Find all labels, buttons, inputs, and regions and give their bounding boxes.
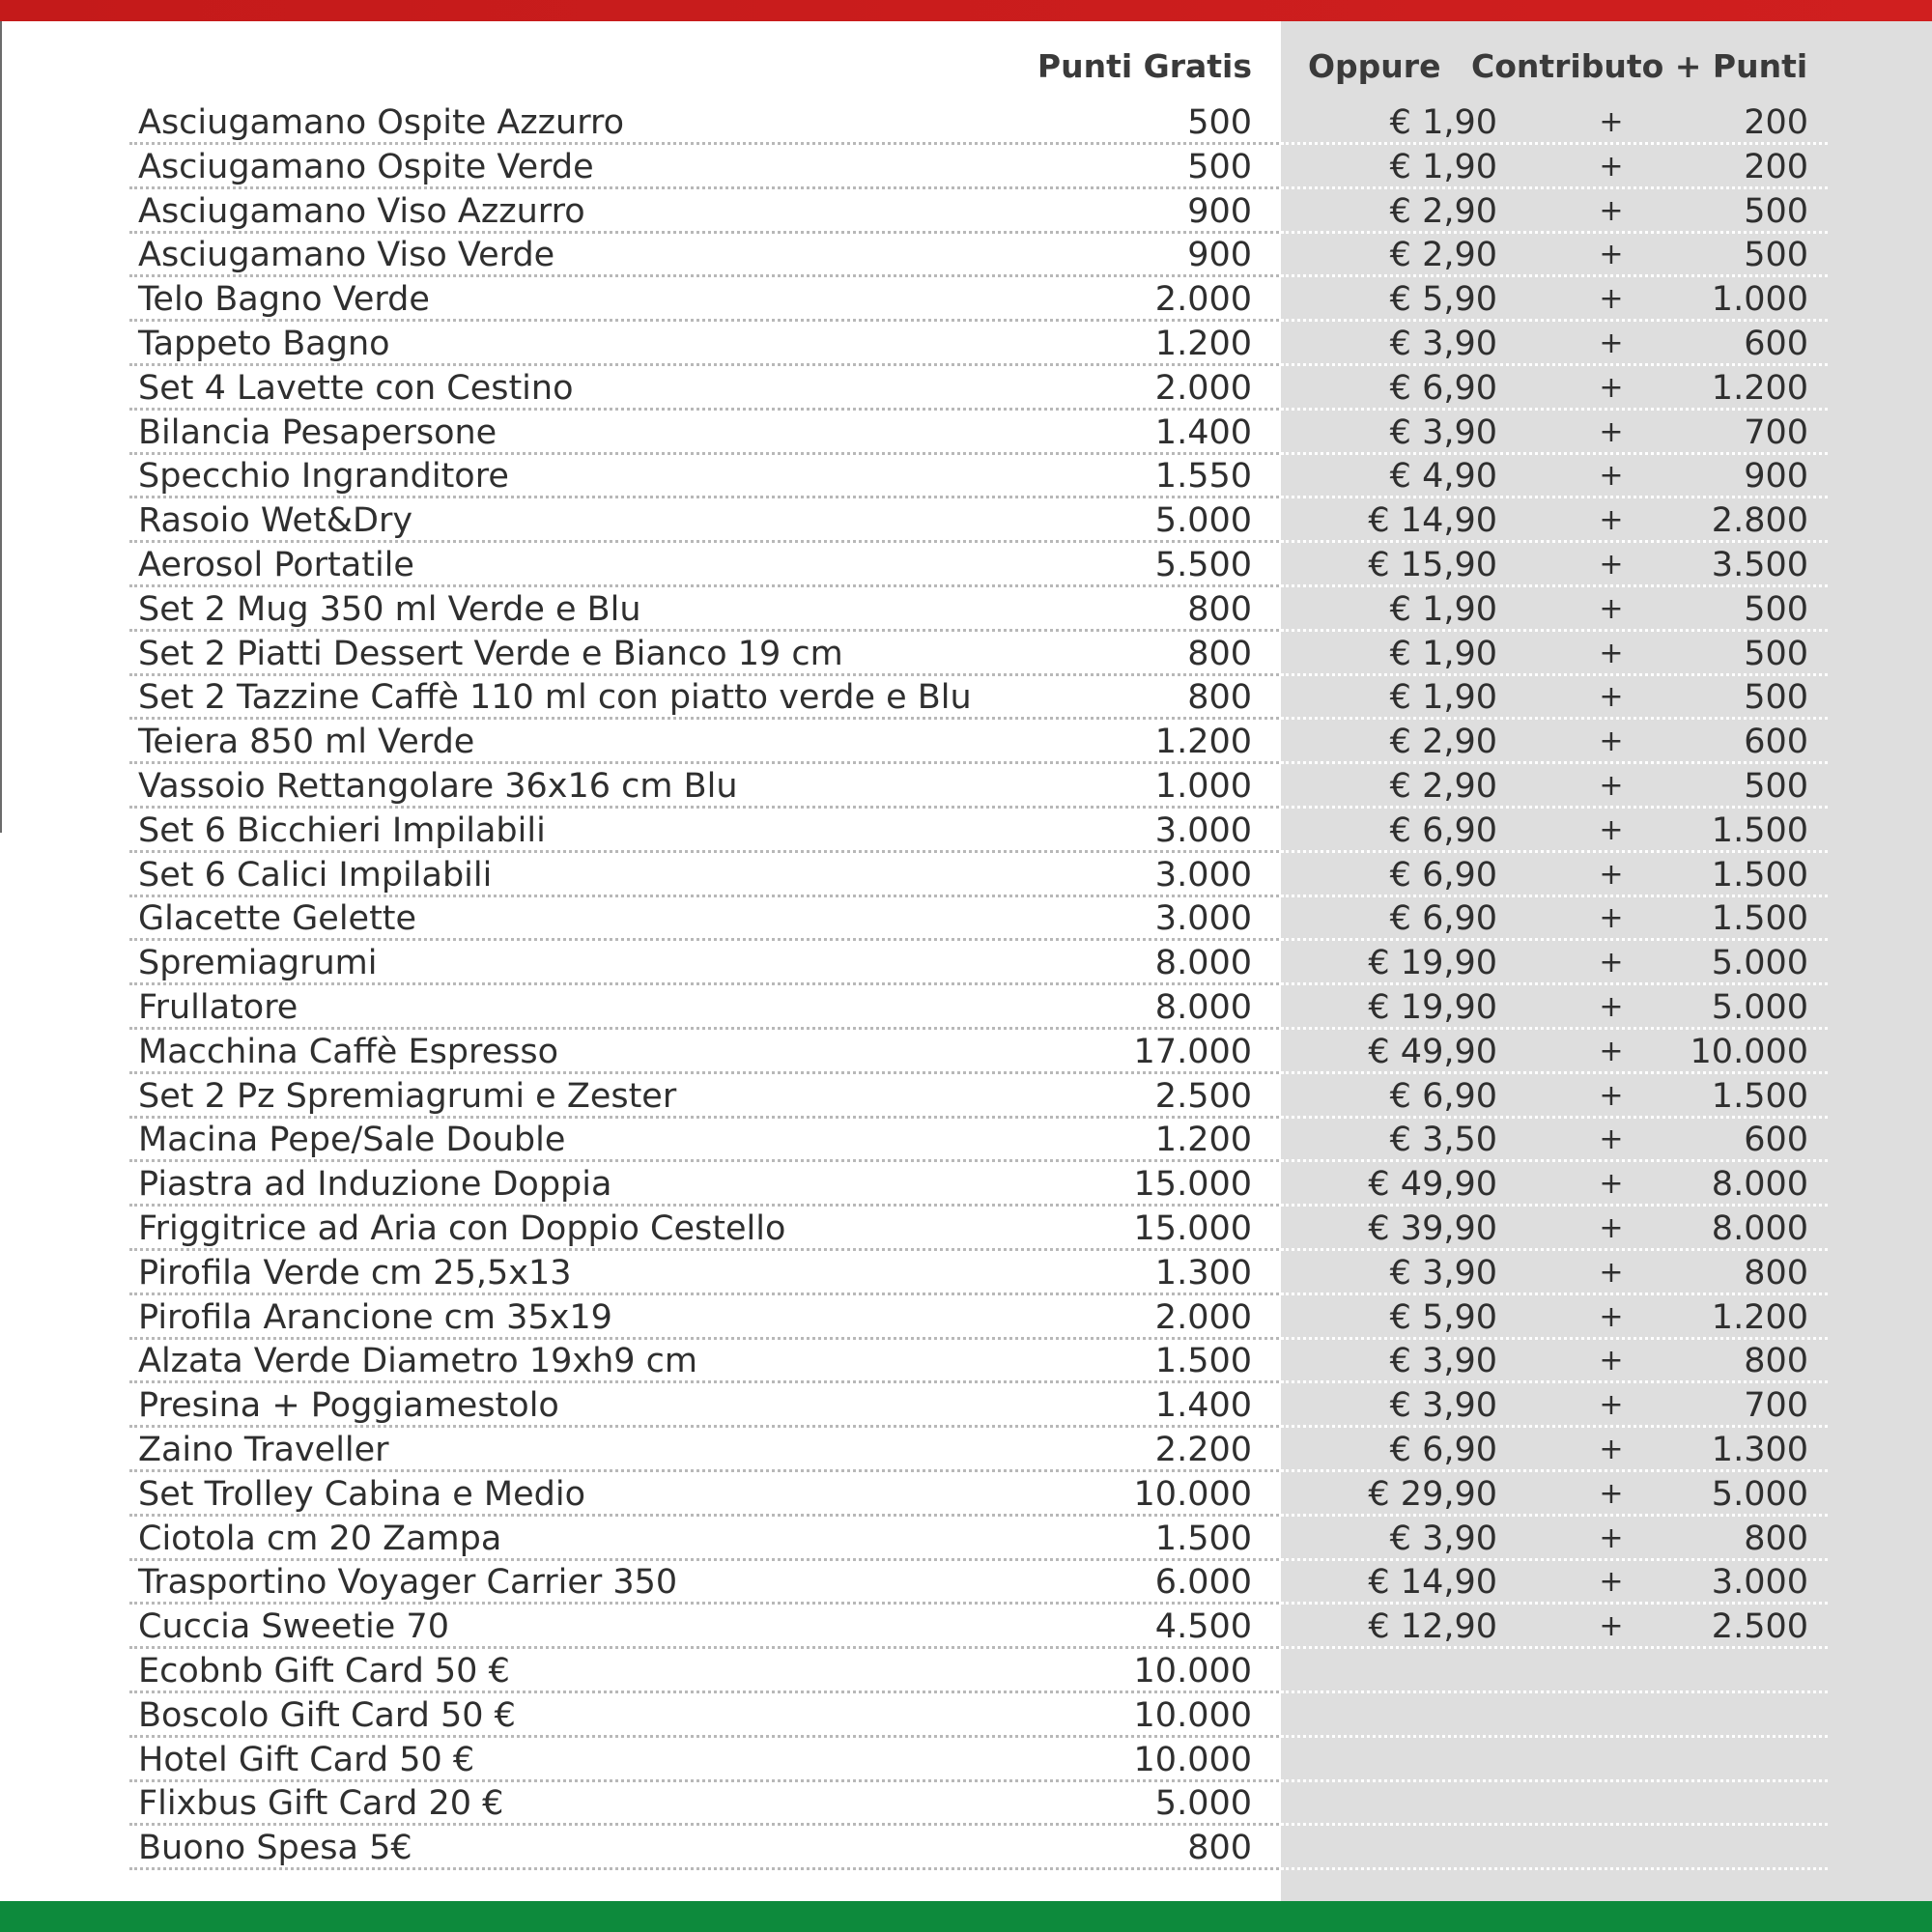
- item-contributo: € 3,90: [1389, 412, 1497, 452]
- item-punti-extra: 800: [1744, 1519, 1808, 1558]
- item-punti-gratis: 800: [1187, 634, 1252, 673]
- plus-sign: +: [1599, 1122, 1624, 1157]
- item-punti-gratis: 1.400: [1154, 1386, 1252, 1426]
- item-contributo: € 2,90: [1389, 723, 1497, 762]
- plus-sign: +: [1599, 1299, 1624, 1334]
- plus-sign: +: [1599, 414, 1624, 449]
- table-row: [0, 322, 1932, 366]
- item-contributo: € 2,90: [1389, 236, 1497, 275]
- item-name: Ecobnb Gift Card 50 €: [138, 1652, 510, 1690]
- plus-sign: +: [1599, 149, 1624, 184]
- item-name: Frullatore: [138, 988, 298, 1027]
- plus-sign: +: [1599, 1344, 1624, 1378]
- item-punti-extra: [1642, 1738, 1808, 1782]
- item-contributo: € 6,90: [1389, 368, 1497, 408]
- table-row: [0, 233, 1932, 277]
- plus-sign: +: [1599, 459, 1624, 494]
- item-punti-gratis: 1.400: [1154, 412, 1252, 452]
- plus-sign: +: [1599, 1520, 1624, 1555]
- plus-sign: +: [1599, 1167, 1624, 1202]
- table-row: [0, 1738, 1932, 1782]
- item-punti-extra: 900: [1744, 457, 1808, 497]
- item-name: Set 2 Pz Spremiagrumi e Zester: [138, 1076, 677, 1116]
- item-name: Pirofila Arancione cm 35x19: [138, 1297, 612, 1337]
- item-contributo: € 2,90: [1389, 191, 1497, 231]
- item-contributo: [1314, 1649, 1497, 1693]
- table-row: [0, 1649, 1932, 1693]
- plus-sign: +: [1599, 370, 1624, 405]
- item-punti-extra: 5.000: [1711, 988, 1808, 1027]
- table-row: [0, 1030, 1932, 1074]
- table-row: [0, 1693, 1932, 1738]
- plus-sign: +: [1599, 282, 1624, 317]
- item-punti-extra: 800: [1744, 1342, 1808, 1381]
- plus-sign: +: [1599, 1609, 1624, 1644]
- item-punti-gratis: 1.500: [1154, 1342, 1252, 1381]
- item-punti-gratis: 10.000: [1133, 1695, 1252, 1735]
- table-row: [0, 1118, 1932, 1162]
- plus-sign: +: [1599, 1034, 1624, 1068]
- item-punti-gratis: 10.000: [1133, 1474, 1252, 1514]
- item-punti-gratis: 800: [1187, 678, 1252, 718]
- item-contributo: € 14,90: [1368, 501, 1497, 541]
- item-name: Vassoio Rettangolare 36x16 cm Blu: [138, 767, 738, 806]
- item-contributo: € 2,90: [1389, 767, 1497, 806]
- item-name: Rasoio Wet&Dry: [138, 501, 413, 541]
- item-contributo: € 6,90: [1389, 1076, 1497, 1116]
- item-punti-gratis: 1.300: [1154, 1253, 1252, 1293]
- item-name: Set 6 Bicchieri Impilabili: [138, 810, 546, 850]
- plus-sign: +: [1599, 1565, 1624, 1600]
- item-name: Teiera 850 ml Verde: [138, 723, 475, 762]
- item-name: Asciugamano Viso Verde: [138, 236, 555, 275]
- table-row: [0, 1074, 1932, 1119]
- header-punti-gratis: Punti Gratis: [1037, 47, 1252, 85]
- item-name: Zaino Traveller: [138, 1431, 389, 1469]
- item-punti-extra: 1.500: [1711, 1076, 1808, 1116]
- item-punti-extra: 500: [1744, 678, 1808, 718]
- item-name: Glacette Gelette: [138, 899, 417, 939]
- plus-sign: +: [1599, 636, 1624, 670]
- item-contributo: € 3,90: [1389, 1342, 1497, 1381]
- plus-sign: +: [1599, 193, 1624, 228]
- table-row: [0, 1162, 1932, 1207]
- item-name: Buono Spesa 5€: [138, 1829, 412, 1868]
- item-contributo: € 6,90: [1389, 810, 1497, 850]
- item-name: Macchina Caffè Espresso: [138, 1032, 559, 1071]
- plus-sign: +: [1599, 901, 1624, 936]
- item-punti-extra: 8.000: [1711, 1209, 1808, 1248]
- table-row: [0, 454, 1932, 498]
- plus-sign: +: [1599, 680, 1624, 715]
- table-row: [0, 764, 1932, 809]
- table-row: [0, 411, 1932, 455]
- item-punti-extra: 2.800: [1711, 501, 1808, 541]
- table-row: [0, 1295, 1932, 1340]
- top-red-band: [0, 0, 1932, 21]
- item-name: Specchio Ingranditore: [138, 457, 509, 497]
- item-punti-extra: [1642, 1693, 1808, 1738]
- item-punti-extra: [1642, 1649, 1808, 1693]
- item-name: Bilancia Pesapersone: [138, 412, 497, 452]
- item-contributo: € 39,90: [1368, 1209, 1497, 1248]
- item-punti-gratis: 5.500: [1154, 546, 1252, 584]
- item-name: Tappeto Bagno: [138, 325, 390, 363]
- item-punti-gratis: 800: [1187, 589, 1252, 629]
- table-row: [0, 1339, 1932, 1383]
- item-punti-extra: 600: [1744, 1121, 1808, 1160]
- table-row: [0, 1517, 1932, 1561]
- item-contributo: [1314, 1738, 1497, 1782]
- item-name: Set 4 Lavette con Cestino: [138, 368, 574, 408]
- item-punti-gratis: 4.500: [1154, 1607, 1252, 1647]
- item-contributo: € 29,90: [1368, 1474, 1497, 1514]
- item-name: Hotel Gift Card 50 €: [138, 1740, 475, 1779]
- item-contributo: [1314, 1826, 1497, 1870]
- plus-sign: +: [1599, 105, 1624, 139]
- table-row: [0, 1383, 1932, 1428]
- item-punti-extra: 500: [1744, 236, 1808, 275]
- plus-sign: [1584, 1693, 1638, 1738]
- item-punti-gratis: 15.000: [1133, 1209, 1252, 1248]
- item-name: Friggitrice ad Aria con Doppio Cestello: [138, 1209, 786, 1248]
- item-contributo: [1314, 1693, 1497, 1738]
- item-punti-gratis: 900: [1187, 191, 1252, 231]
- item-punti-gratis: 1.200: [1154, 723, 1252, 762]
- table-row: [0, 1781, 1932, 1826]
- table-row: [0, 1826, 1932, 1870]
- item-contributo: € 14,90: [1368, 1563, 1497, 1603]
- item-contributo: € 19,90: [1368, 944, 1497, 983]
- item-punti-gratis: 3.000: [1154, 855, 1252, 895]
- item-punti-gratis: 2.000: [1154, 1297, 1252, 1337]
- item-punti-extra: 500: [1744, 634, 1808, 673]
- item-contributo: € 1,90: [1389, 589, 1497, 629]
- item-punti-extra: [1642, 1826, 1808, 1870]
- item-punti-gratis: 17.000: [1133, 1032, 1252, 1071]
- table-row: [0, 896, 1932, 941]
- item-punti-gratis: 8.000: [1154, 944, 1252, 983]
- item-punti-extra: 700: [1744, 1386, 1808, 1426]
- item-punti-gratis: 1.200: [1154, 325, 1252, 363]
- item-punti-extra: 8.000: [1711, 1165, 1808, 1205]
- plus-sign: +: [1599, 990, 1624, 1024]
- item-contributo: € 1,90: [1389, 147, 1497, 186]
- item-name: Macina Pepe/Sale Double: [138, 1121, 566, 1160]
- table-row: [0, 1207, 1932, 1251]
- header-contributo-punti: Contributo + Punti: [1471, 47, 1808, 85]
- item-punti-extra: 600: [1744, 325, 1808, 363]
- item-punti-gratis: 800: [1187, 1829, 1252, 1868]
- plus-sign: [1584, 1649, 1638, 1693]
- item-punti-extra: 500: [1744, 589, 1808, 629]
- plus-sign: +: [1599, 1433, 1624, 1466]
- plus-sign: +: [1599, 812, 1624, 847]
- table-row: [0, 941, 1932, 985]
- item-contributo: € 3,90: [1389, 325, 1497, 363]
- plus-sign: +: [1599, 1255, 1624, 1290]
- item-name: Telo Bagno Verde: [138, 280, 430, 320]
- plus-sign: +: [1599, 327, 1624, 360]
- item-name: Alzata Verde Diametro 19xh9 cm: [138, 1342, 697, 1381]
- item-name: Asciugamano Viso Azzurro: [138, 191, 585, 231]
- item-contributo: € 6,90: [1389, 899, 1497, 939]
- item-name: Trasportino Voyager Carrier 350: [138, 1563, 678, 1603]
- item-punti-extra: 5.000: [1711, 1474, 1808, 1514]
- item-punti-gratis: 10.000: [1133, 1652, 1252, 1690]
- item-punti-extra: 1.000: [1711, 280, 1808, 320]
- item-punti-gratis: 2.200: [1154, 1431, 1252, 1469]
- item-name: Cuccia Sweetie 70: [138, 1607, 449, 1647]
- item-punti-extra: 700: [1744, 412, 1808, 452]
- item-contributo: € 3,50: [1389, 1121, 1497, 1160]
- item-punti-gratis: 8.000: [1154, 988, 1252, 1027]
- item-punti-gratis: 15.000: [1133, 1165, 1252, 1205]
- item-punti-gratis: 5.000: [1154, 1784, 1252, 1824]
- table-row: [0, 853, 1932, 897]
- item-contributo: € 6,90: [1389, 1431, 1497, 1469]
- item-punti-gratis: 2.500: [1154, 1076, 1252, 1116]
- table-row: [0, 543, 1932, 587]
- plus-sign: +: [1599, 769, 1624, 803]
- plus-sign: [1584, 1738, 1638, 1782]
- item-punti-gratis: 500: [1187, 147, 1252, 186]
- item-punti-gratis: 1.550: [1154, 457, 1252, 497]
- item-punti-extra: 1.500: [1711, 899, 1808, 939]
- item-name: Set Trolley Cabina e Medio: [138, 1474, 586, 1514]
- plus-sign: +: [1599, 1476, 1624, 1511]
- plus-sign: +: [1599, 1078, 1624, 1113]
- table-row: [0, 277, 1932, 322]
- table-row: [0, 1605, 1932, 1649]
- item-punti-gratis: 6.000: [1154, 1563, 1252, 1603]
- item-punti-extra: 10.000: [1690, 1032, 1808, 1071]
- plus-sign: +: [1599, 1388, 1624, 1423]
- item-punti-gratis: 1.200: [1154, 1121, 1252, 1160]
- item-punti-gratis: 900: [1187, 236, 1252, 275]
- plus-sign: +: [1599, 1211, 1624, 1245]
- item-contributo: € 49,90: [1368, 1032, 1497, 1071]
- table-row: [0, 632, 1932, 676]
- item-punti-extra: 3.000: [1711, 1563, 1808, 1603]
- plus-sign: +: [1599, 503, 1624, 538]
- header-oppure: Oppure: [1308, 47, 1441, 85]
- item-name: Ciotola cm 20 Zampa: [138, 1519, 502, 1558]
- table-row: [0, 1251, 1932, 1295]
- item-contributo: € 6,90: [1389, 855, 1497, 895]
- item-punti-gratis: 3.000: [1154, 899, 1252, 939]
- table-row: [0, 145, 1932, 189]
- plus-sign: +: [1599, 238, 1624, 272]
- item-contributo: € 12,90: [1368, 1607, 1497, 1647]
- plus-sign: +: [1599, 724, 1624, 759]
- table-row: [0, 809, 1932, 853]
- item-punti-gratis: 1.500: [1154, 1519, 1252, 1558]
- item-contributo: € 5,90: [1389, 280, 1497, 320]
- item-punti-extra: [1642, 1781, 1808, 1826]
- item-punti-extra: 600: [1744, 723, 1808, 762]
- item-punti-extra: 1.500: [1711, 810, 1808, 850]
- item-punti-extra: 1.200: [1711, 1297, 1808, 1337]
- item-punti-extra: 800: [1744, 1253, 1808, 1293]
- item-name: Pirofila Verde cm 25,5x13: [138, 1253, 572, 1293]
- table-row: [0, 1428, 1932, 1472]
- item-punti-extra: 1.500: [1711, 855, 1808, 895]
- table-row: [0, 366, 1932, 411]
- item-punti-extra: 200: [1744, 103, 1808, 142]
- item-punti-extra: 1.200: [1711, 368, 1808, 408]
- item-name: Asciugamano Ospite Verde: [138, 147, 594, 186]
- item-name: Set 2 Tazzine Caffè 110 ml con piatto verde e Blu: [138, 678, 972, 718]
- item-name: Piastra ad Induzione Doppia: [138, 1165, 612, 1205]
- table-row: [0, 1560, 1932, 1605]
- table-row: [0, 587, 1932, 632]
- item-name: Aerosol Portatile: [138, 546, 414, 584]
- table-row: [0, 189, 1932, 234]
- item-punti-extra: 5.000: [1711, 944, 1808, 983]
- item-contributo: € 19,90: [1368, 988, 1497, 1027]
- item-contributo: € 1,90: [1389, 678, 1497, 718]
- item-punti-gratis: 1.000: [1154, 767, 1252, 806]
- item-punti-extra: 2.500: [1711, 1607, 1808, 1647]
- item-contributo: € 15,90: [1368, 546, 1497, 584]
- item-contributo: € 1,90: [1389, 634, 1497, 673]
- plus-sign: +: [1599, 946, 1624, 980]
- table-row: [0, 100, 1932, 145]
- item-punti-extra: 200: [1744, 147, 1808, 186]
- item-name: Presina + Poggiamestolo: [138, 1386, 559, 1426]
- item-name: Set 6 Calici Impilabili: [138, 855, 493, 895]
- item-punti-extra: 500: [1744, 191, 1808, 231]
- item-punti-extra: 500: [1744, 767, 1808, 806]
- item-punti-gratis: 3.000: [1154, 810, 1252, 850]
- item-punti-extra: 3.500: [1711, 546, 1808, 584]
- item-contributo: € 3,90: [1389, 1519, 1497, 1558]
- item-punti-gratis: 2.000: [1154, 368, 1252, 408]
- table-row: [0, 1472, 1932, 1517]
- bottom-green-band: [0, 1901, 1932, 1932]
- table-row: [0, 720, 1932, 764]
- plus-sign: [1584, 1781, 1638, 1826]
- item-contributo: € 4,90: [1389, 457, 1497, 497]
- item-name: Flixbus Gift Card 20 €: [138, 1784, 504, 1824]
- item-punti-gratis: 10.000: [1133, 1740, 1252, 1779]
- item-contributo: [1314, 1781, 1497, 1826]
- table-row: [0, 985, 1932, 1030]
- item-name: Spremiagrumi: [138, 944, 378, 983]
- item-contributo: € 1,90: [1389, 103, 1497, 142]
- item-name: Set 2 Piatti Dessert Verde e Bianco 19 cm: [138, 634, 843, 673]
- item-name: Set 2 Mug 350 ml Verde e Blu: [138, 589, 641, 629]
- item-punti-gratis: 500: [1187, 103, 1252, 142]
- plus-sign: +: [1599, 591, 1624, 626]
- item-contributo: € 49,90: [1368, 1165, 1497, 1205]
- plus-sign: [1584, 1826, 1638, 1870]
- item-punti-extra: 1.300: [1711, 1431, 1808, 1469]
- item-punti-gratis: 2.000: [1154, 280, 1252, 320]
- item-name: Asciugamano Ospite Azzurro: [138, 103, 625, 142]
- item-name: Boscolo Gift Card 50 €: [138, 1695, 516, 1735]
- table-row: [0, 675, 1932, 720]
- item-contributo: € 5,90: [1389, 1297, 1497, 1337]
- item-contributo: € 3,90: [1389, 1253, 1497, 1293]
- item-punti-gratis: 5.000: [1154, 501, 1252, 541]
- table-row: [0, 498, 1932, 543]
- item-contributo: € 3,90: [1389, 1386, 1497, 1426]
- plus-sign: +: [1599, 857, 1624, 892]
- plus-sign: +: [1599, 548, 1624, 582]
